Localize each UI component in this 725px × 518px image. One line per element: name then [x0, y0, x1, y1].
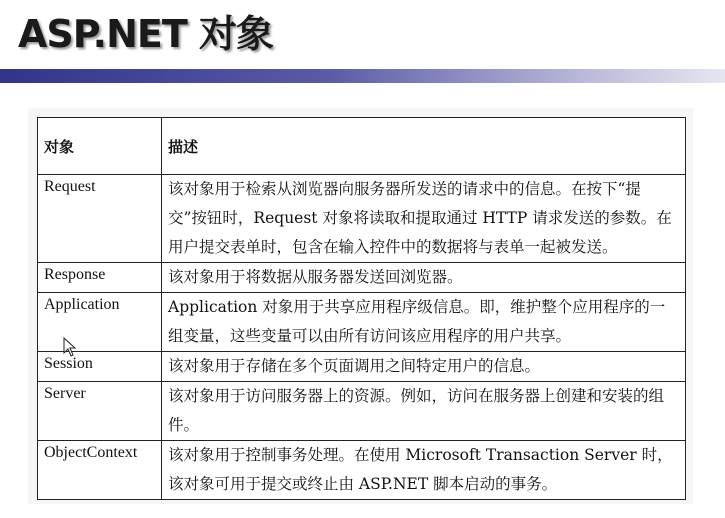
- object-name-application: Application: [38, 293, 162, 352]
- table-row-objectcontext: [38, 441, 686, 500]
- object-desc-application: Application 对象用于共享应用程序级信息。即，维护整个应用程序的一组变量，这些变量可以由所有访问该应用程序的用户共享。: [162, 293, 686, 352]
- object-desc-server: 该对象用于访问服务器上的资源。例如，访问在服务器上创建和安装的组件。: [162, 382, 686, 441]
- table-row-application: [38, 293, 686, 352]
- table-row-session: [38, 352, 686, 382]
- object-name-objectcontext: ObjectContext: [38, 441, 162, 500]
- object-name-server: Server: [38, 382, 162, 441]
- header-object: 对象: [38, 118, 162, 175]
- title-underline-bar: [0, 69, 725, 83]
- table-row-request: [38, 175, 686, 263]
- asp-objects-table: [37, 117, 686, 500]
- table-header-row: [38, 118, 686, 175]
- object-desc-response: 该对象用于将数据从服务器发送回浏览器。: [162, 263, 686, 293]
- object-name-response: Response: [38, 263, 162, 293]
- header-description: 描述: [162, 118, 686, 175]
- object-desc-request: 该对象用于检索从浏览器向服务器所发送的请求中的信息。在按下“提交”按钮时，Request 对象将读取和提取通过 HTTP 请求发送的参数。在用户提交表单时，包含在输入控件中的数据将与表单一起被发送。: [162, 175, 686, 263]
- object-desc-objectcontext: 该对象用于控制事务处理。在使用 Microsoft Transaction Server 时，该对象可用于提交或终止由 ASP.NET 脚本启动的事务。: [162, 441, 686, 500]
- object-name-session: Session: [38, 352, 162, 382]
- table-row-server: [38, 382, 686, 441]
- slide-title: ASP.NET 对象: [18, 12, 273, 56]
- table-row-response: [38, 263, 686, 293]
- mouse-pointer-icon: [63, 337, 77, 357]
- object-name-request: Request: [38, 175, 162, 263]
- object-desc-session: 该对象用于存储在多个页面调用之间特定用户的信息。: [162, 352, 686, 382]
